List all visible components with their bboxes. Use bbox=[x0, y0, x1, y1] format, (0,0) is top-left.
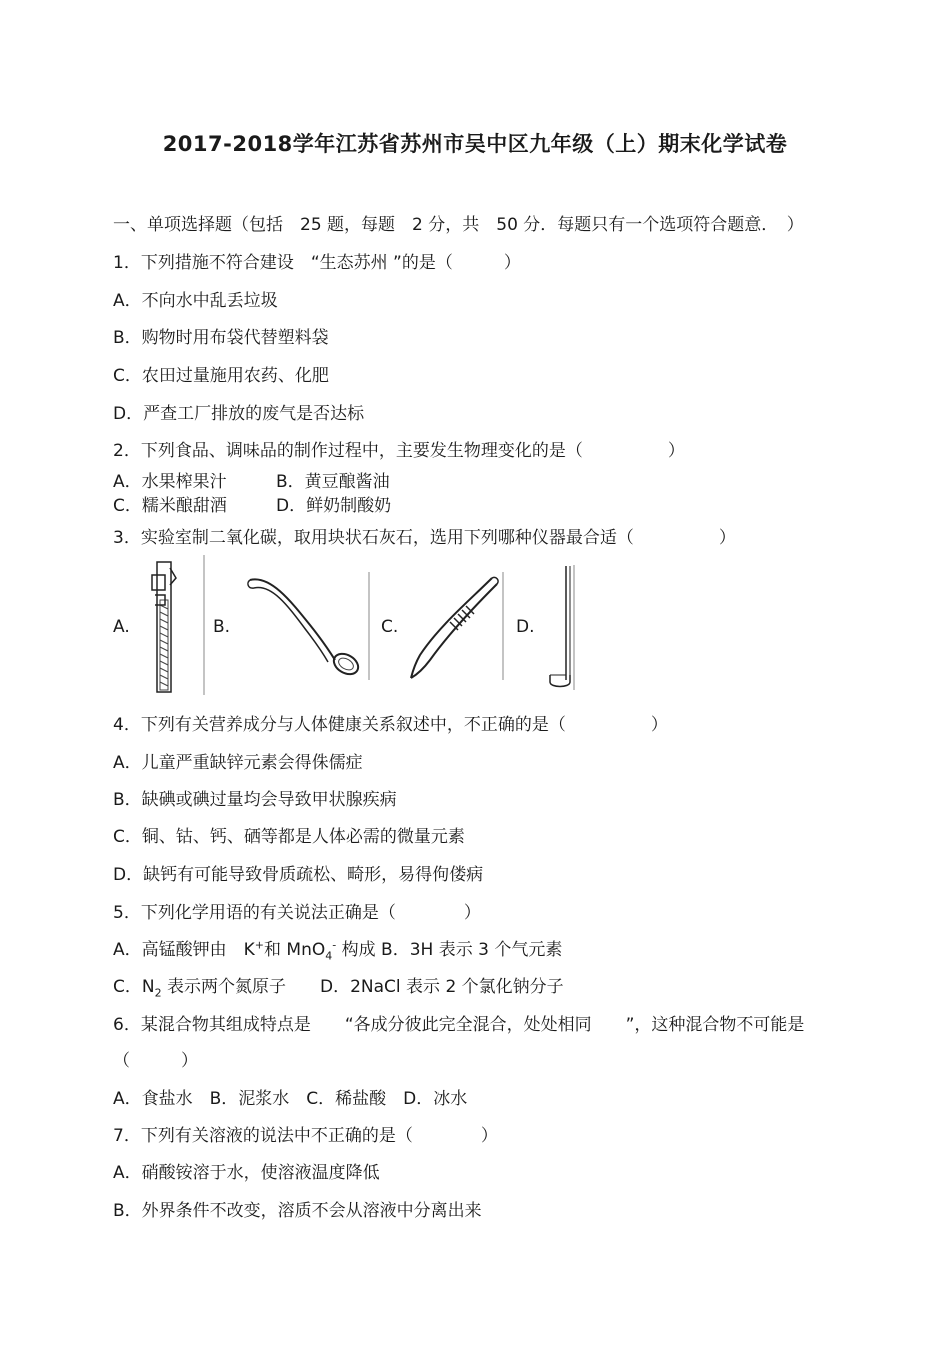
test-tube-holder-icon bbox=[152, 562, 176, 692]
question-4-stem: 4．下列有关营养成分与人体健康关系叙述中，不正确的是（ ） bbox=[113, 715, 668, 735]
question-2-option-d: D．鲜奶制酸奶 bbox=[276, 496, 392, 516]
charge-superscript: + bbox=[254, 938, 264, 952]
question-2-option-b: B．黄豆酿酱油 bbox=[276, 472, 390, 492]
question-5-stem: 5．下列化学用语的有关说法正确是（ ） bbox=[113, 903, 481, 923]
question-6-stem: 6．某混合物其组成特点是 “各成分彼此完全混合，处处相同 ”，这种混合物不可能是 bbox=[113, 1015, 805, 1035]
question-3-label-c: C. bbox=[381, 617, 399, 637]
question-2-option-c: C．糯米酿甜酒 bbox=[113, 496, 227, 516]
question-1-stem: 1．下列措施不符合建设 “生态苏州 ”的是（ ） bbox=[113, 253, 521, 273]
subscript: 4 bbox=[325, 949, 333, 963]
question-5-option-a-text: 和 MnO bbox=[264, 940, 326, 960]
medicine-spoon-icon bbox=[248, 579, 362, 678]
question-7-option-b: B．外界条件不改变，溶质不会从溶液中分离出来 bbox=[113, 1201, 482, 1221]
subscript: 2 bbox=[154, 986, 162, 1000]
question-4-option-d: D．缺钙有可能导致骨质疏松、畸形，易得佝偻病 bbox=[113, 865, 484, 885]
question-1-option-c: C．农田过量施用农药、化肥 bbox=[113, 366, 329, 386]
question-5-option-c-text: C．N bbox=[113, 977, 155, 997]
question-4-option-b: B．缺碘或碘过量均会导致甲状腺疾病 bbox=[113, 790, 397, 810]
question-5-option-d-text: 表示两个氮原子 D．2NaCl 表示 2 个氯化钠分子 bbox=[161, 977, 564, 997]
question-5-options-ab bbox=[113, 935, 562, 962]
combustion-spoon-icon bbox=[550, 566, 570, 687]
section-heading: 一、单项选择题（包括 25 题，每题 2 分，共 50 分．每题只有一个选项符合题意． ） bbox=[113, 215, 804, 235]
question-1-option-a: A．不向水中乱丢垃圾 bbox=[113, 291, 278, 311]
question-2-stem: 2．下列食品、调味品的制作过程中，主要发生物理变化的是（ ） bbox=[113, 441, 685, 461]
question-1-option-b: B．购物时用布袋代替塑料袋 bbox=[113, 328, 329, 348]
question-2-option-a: A．水果榨果汁 bbox=[113, 472, 227, 492]
question-1-option-d: D．严查工厂排放的废气是否达标 bbox=[113, 404, 365, 424]
question-3-label-b: B. bbox=[213, 617, 231, 637]
question-6-stem-continued: （ ） bbox=[113, 1051, 198, 1071]
question-5-option-a-text: A．高锰酸钾由 K bbox=[113, 940, 255, 960]
question-5-option-b-text: 构成 B．3H 表示 3 个气元素 bbox=[336, 940, 563, 960]
charge-superscript: - bbox=[332, 938, 337, 952]
question-4-option-a: A．儿童严重缺锌元素会得侏儒症 bbox=[113, 753, 363, 773]
page-title: 2017-2018学年江苏省苏州市吴中区九年级（上）期末化学试卷 bbox=[162, 132, 788, 156]
question-7-stem: 7．下列有关溶液的说法中不正确的是（ ） bbox=[113, 1126, 498, 1146]
question-3-label-a: A. bbox=[113, 617, 130, 637]
question-3-stem: 3．实验室制二氧化碳，取用块状石灰石，选用下列哪种仪器最合适（ ） bbox=[113, 528, 736, 548]
question-7-option-a: A．硝酸铵溶于水，使溶液温度降低 bbox=[113, 1163, 380, 1183]
question-5-options-cd bbox=[113, 972, 564, 999]
tweezers-icon bbox=[411, 577, 498, 678]
question-3-label-d: D. bbox=[516, 617, 535, 637]
question-4-option-c: C．铜、钴、钙、硒等都是人体必需的微量元素 bbox=[113, 827, 465, 847]
question-6-options: A．食盐水 B．泥浆水 C．稀盐酸 D．冰水 bbox=[113, 1089, 468, 1109]
